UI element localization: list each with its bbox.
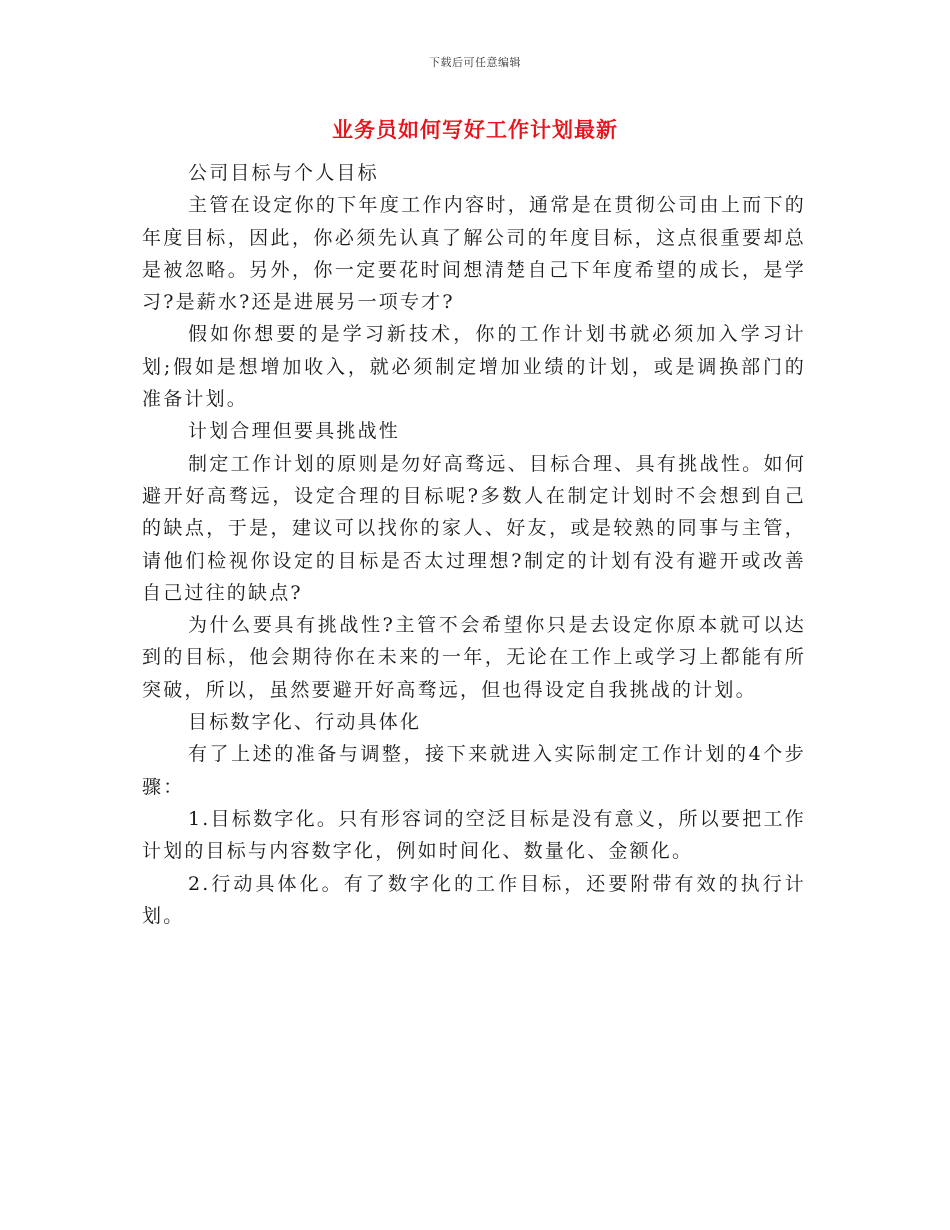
document-body (142, 157, 806, 932)
document-title: 业务员如何写好工作计划最新 (332, 118, 618, 142)
header-note: 下载后可任意编辑 (429, 56, 521, 69)
paragraph: 有了上述的准备与调整，接下来就进入实际制定工作计划的4个步骤： (142, 743, 806, 798)
paragraph: 制定工作计划的原则是勿好高骛远、目标合理、具有挑战性。如何避开好高骛远，设定合理的目标呢?多数人在制定计划时不会想到自己的缺点，于是，建议可以找你的家人、好友，或是较熟的同事与主管，请他们检视你设定的目标是否太过理想?制定的计划有没有避开或改善自己过往的缺点? (142, 452, 806, 604)
paragraph: 主管在设定你的下年度工作内容时，通常是在贯彻公司由上而下的年度目标，因此，你必须先认真了解公司的年度目标，这点很重要却总是被忽略。另外，你一定要花时间想清楚自己下年度希望的成长，是学习?是薪水?还是进展另一项专才? (142, 194, 806, 314)
paragraph: 假如你想要的是学习新技术，你的工作计划书就必须加入学习计划;假如是想增加收入，就必须制定增加业绩的计划，或是调换部门的准备计划。 (142, 323, 806, 411)
section-heading-quantify: 目标数字化、行动具体化 (188, 711, 422, 734)
paragraph: 为什么要具有挑战性?主管不会希望你只是去设定你原本就可以达到的目标，他会期待你在未来的一年，无论在工作上或学习上都能有所突破，所以，虽然要避开好高骛远，但也得设定自我挑战的计划。 (142, 614, 806, 701)
list-item: 1.目标数字化。只有形容词的空泛目标是没有意义，所以要把工作计划的目标与内容数字化，例如时间化、数量化、金额化。 (142, 807, 806, 863)
section-heading-goals: 公司目标与个人目标 (188, 162, 379, 184)
list-item: 2.行动具体化。有了数字化的工作目标，还要附带有效的执行计划。 (142, 872, 806, 927)
section-heading-challenge: 计划合理但要具挑战性 (188, 420, 401, 443)
